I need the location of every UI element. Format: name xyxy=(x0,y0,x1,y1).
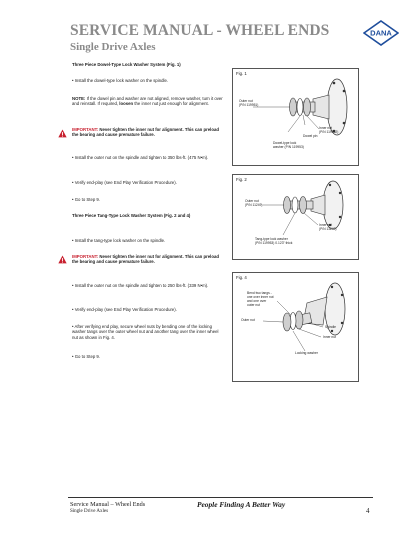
logo-text: DANA xyxy=(370,28,392,38)
figure-label: Fig. 2 xyxy=(236,177,247,182)
section-tang-heading: Three Piece Tang-Type Lock Washer System (Fig. 2 and 4) xyxy=(72,213,191,218)
step-go-to-9: • Go to Step 9. xyxy=(72,197,101,202)
page-number: 4 xyxy=(366,507,370,515)
step-install-outer-nut: • Install the outer nut on the spindle and tighten to 350 lbs-ft. (475 N•m). xyxy=(72,155,209,160)
callout-dowel-pin: Dowel pin xyxy=(303,134,318,138)
figure-4 xyxy=(232,272,359,382)
step-install-dowel-washer: • Install the dowel-type lock washer on the spindle. xyxy=(72,78,169,83)
callout-outer-nut: Outer nut xyxy=(241,318,255,322)
warning-icon xyxy=(58,255,67,264)
hub-spindle-diagram xyxy=(233,69,358,165)
hub-spindle-diagram xyxy=(233,175,358,259)
callout-inner-nut: Inner nut (P/N 11249) xyxy=(319,223,337,231)
step-verify-endplay-2: • Verify end-play (see End Play Verification Procedure). xyxy=(72,307,177,312)
step-install-tang-washer: • Install the tang-type lock washer on the spindle. xyxy=(72,238,166,243)
callout-inner-nut: Inner nut (P/N 119952) xyxy=(319,126,339,134)
hub-spindle-diagram xyxy=(233,273,358,381)
callout-locking-washer: Locking washer xyxy=(295,351,318,355)
callout-washer: Dowel-type lock washer (P/N 119953) xyxy=(273,141,304,149)
figure-1 xyxy=(232,68,359,166)
important-callout: IMPORTANT: Never tighten the inner nut for alignment. This can preload the bearing and cause premature failure. xyxy=(72,127,219,138)
page-subtitle: Single Drive Axles xyxy=(70,41,156,53)
step-install-outer-nut-250: • Install the outer nut on the spindle and tighten to 250 lbs-ft. (339 N•m). xyxy=(72,283,209,288)
callout-inner-nut: Inner nut xyxy=(323,335,337,339)
warning-icon xyxy=(58,129,67,138)
footer-title: Service Manual – Wheel Ends xyxy=(70,501,146,508)
figure-label: Fig. 1 xyxy=(236,71,247,76)
footer-subtitle: Single Drive Axles xyxy=(70,509,109,514)
page-title: SERVICE MANUAL - WHEEL ENDS xyxy=(70,22,330,39)
callout-washer: Tang-type lock washer (P/N 119953) 0.123" thick xyxy=(255,237,293,245)
callout-outer-nut: Outer nut (P/N 11249) xyxy=(245,199,263,207)
figure-label: Fig. 4 xyxy=(236,275,247,280)
dana-logo xyxy=(363,20,399,46)
section-dowel-heading: Three Piece Dowel-Type Lock Washer System (Fig. 1) xyxy=(72,62,181,67)
step-secure-wheel-nuts: • After verifying end play, secure wheel nuts by bending one of the locking washer tangs over the outer wheel nut and another tang over the inner wheel nut as shown in Fig. 4. xyxy=(72,324,219,340)
step-go-to-9-final: • Go to Step 9. xyxy=(72,354,101,359)
callout-outer-nut: Outer nut (P/N 119951) xyxy=(239,99,259,107)
figure-2 xyxy=(232,174,359,260)
note-paragraph: NOTE: If the dowel pin and washer are not aligned, remove washer, turn it over and reinstall. If required, loosen the inner nut just enough for alignment. xyxy=(72,96,223,107)
footer-tagline: People Finding A Better Way xyxy=(197,500,286,509)
callout-spindle: Spindle xyxy=(325,325,336,329)
callout-bend-tangs: Bend two tangs - one over inner nut and one over outer nut xyxy=(247,291,274,307)
step-verify-endplay: • Verify end-play (see End Play Verification Procedure). xyxy=(72,180,177,185)
footer-divider xyxy=(68,497,373,498)
important-callout-2: IMPORTANT: Never tighten the inner nut for alignment. This can preload the bearing and cause premature failure. xyxy=(72,254,219,265)
